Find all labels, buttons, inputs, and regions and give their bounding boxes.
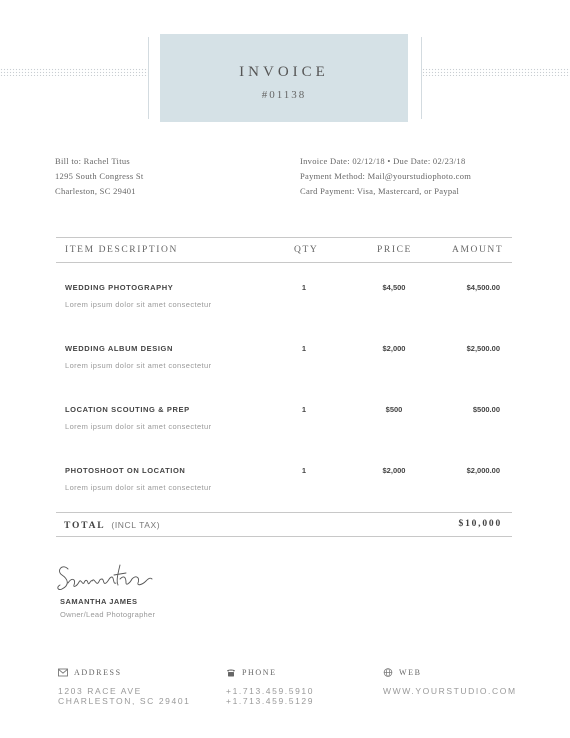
bill-to-name: Bill to: Rachel Titus <box>55 156 131 166</box>
table-row <box>0 405 570 445</box>
phone-line2: +1.713.459.5129 <box>226 696 315 706</box>
signer-name: SAMANTHA JAMES <box>60 597 138 606</box>
table-top-rule <box>56 237 512 238</box>
signature-image <box>54 555 164 597</box>
item-amount: $4,500.00 <box>466 283 500 292</box>
footer-web <box>383 668 517 696</box>
footer-address <box>58 668 190 706</box>
table-row <box>0 344 570 384</box>
bill-to-street: 1295 South Congress St <box>55 171 144 181</box>
address-heading <box>58 668 190 677</box>
bill-to-block <box>55 154 144 199</box>
payment-method: Payment Method: Mail@yourstudiophoto.com <box>300 171 472 181</box>
invoice-number: #01138 <box>261 89 307 101</box>
item-price: $2,000 <box>382 466 406 475</box>
phone-text <box>226 686 314 706</box>
item-name: LOCATION SCOUTING & PREP <box>65 405 190 414</box>
item-amount: $2,500.00 <box>466 344 500 353</box>
item-amount: $500.00 <box>472 405 500 414</box>
header-price: PRICE <box>377 245 412 255</box>
table-header-rule <box>56 262 512 263</box>
item-description: Lorem ipsum dolor sit amet consectetur <box>65 483 212 492</box>
total-top-rule <box>56 512 512 513</box>
item-qty: 1 <box>301 466 307 475</box>
header-qty: QTY <box>294 245 319 255</box>
total-bottom-rule <box>56 536 512 537</box>
item-amount: $2,000.00 <box>466 466 500 475</box>
dotted-rule-right <box>422 68 570 76</box>
item-qty: 1 <box>301 344 307 353</box>
envelope-icon <box>58 668 68 677</box>
globe-icon <box>383 668 393 677</box>
item-description: Lorem ipsum dolor sit amet consectetur <box>65 422 212 431</box>
phone-icon <box>226 668 236 677</box>
address-line1: 1203 RACE AVE <box>58 686 142 696</box>
footer-phone <box>226 668 314 706</box>
item-qty: 1 <box>301 283 307 292</box>
invoice-title: INVOICE <box>239 64 329 80</box>
item-price: $4,500 <box>382 283 406 292</box>
invoice-title-box <box>160 34 408 122</box>
total-label-group <box>64 520 160 531</box>
item-qty: 1 <box>301 405 307 414</box>
web-heading <box>383 668 517 677</box>
item-name: PHOTOSHOOT ON LOCATION <box>65 466 186 475</box>
table-row <box>0 466 570 506</box>
item-description: Lorem ipsum dolor sit amet consectetur <box>65 361 212 370</box>
address-line2: CHARLESTON, SC 29401 <box>58 696 191 706</box>
bill-to-city: Charleston, SC 29401 <box>55 186 136 196</box>
address-label: ADDRESS <box>74 668 122 677</box>
card-payment: Card Payment: Visa, Mastercard, or Paypal <box>300 186 460 196</box>
total-label: TOTAL <box>64 521 106 531</box>
item-price: $500 <box>385 405 403 414</box>
total-tax-note: (INCL TAX) <box>111 520 161 530</box>
header-description: ITEM DESCRIPTION <box>65 245 178 255</box>
phone-heading <box>226 668 314 677</box>
dotted-rule-left <box>0 68 148 76</box>
invoice-meta-block <box>300 154 471 199</box>
header-amount: AMOUNT <box>452 245 504 255</box>
phone-line1: +1.713.459.5910 <box>226 686 315 696</box>
item-name: WEDDING ALBUM DESIGN <box>65 344 173 353</box>
signer-role: Owner/Lead Photographer <box>60 610 156 619</box>
web-line1: WWW.YOURSTUDIO.COM <box>383 686 517 696</box>
table-row <box>0 283 570 323</box>
web-label: WEB <box>399 668 422 677</box>
item-description: Lorem ipsum dolor sit amet consectetur <box>65 300 212 309</box>
address-text <box>58 686 190 706</box>
phone-label: PHONE <box>242 668 277 677</box>
invoice-dates: Invoice Date: 02/12/18 • Due Date: 02/23/18 <box>300 156 466 166</box>
total-amount: $10,000 <box>458 519 502 529</box>
item-name: WEDDING PHOTOGRAPHY <box>65 283 174 292</box>
web-text <box>383 686 517 696</box>
item-price: $2,000 <box>382 344 406 353</box>
